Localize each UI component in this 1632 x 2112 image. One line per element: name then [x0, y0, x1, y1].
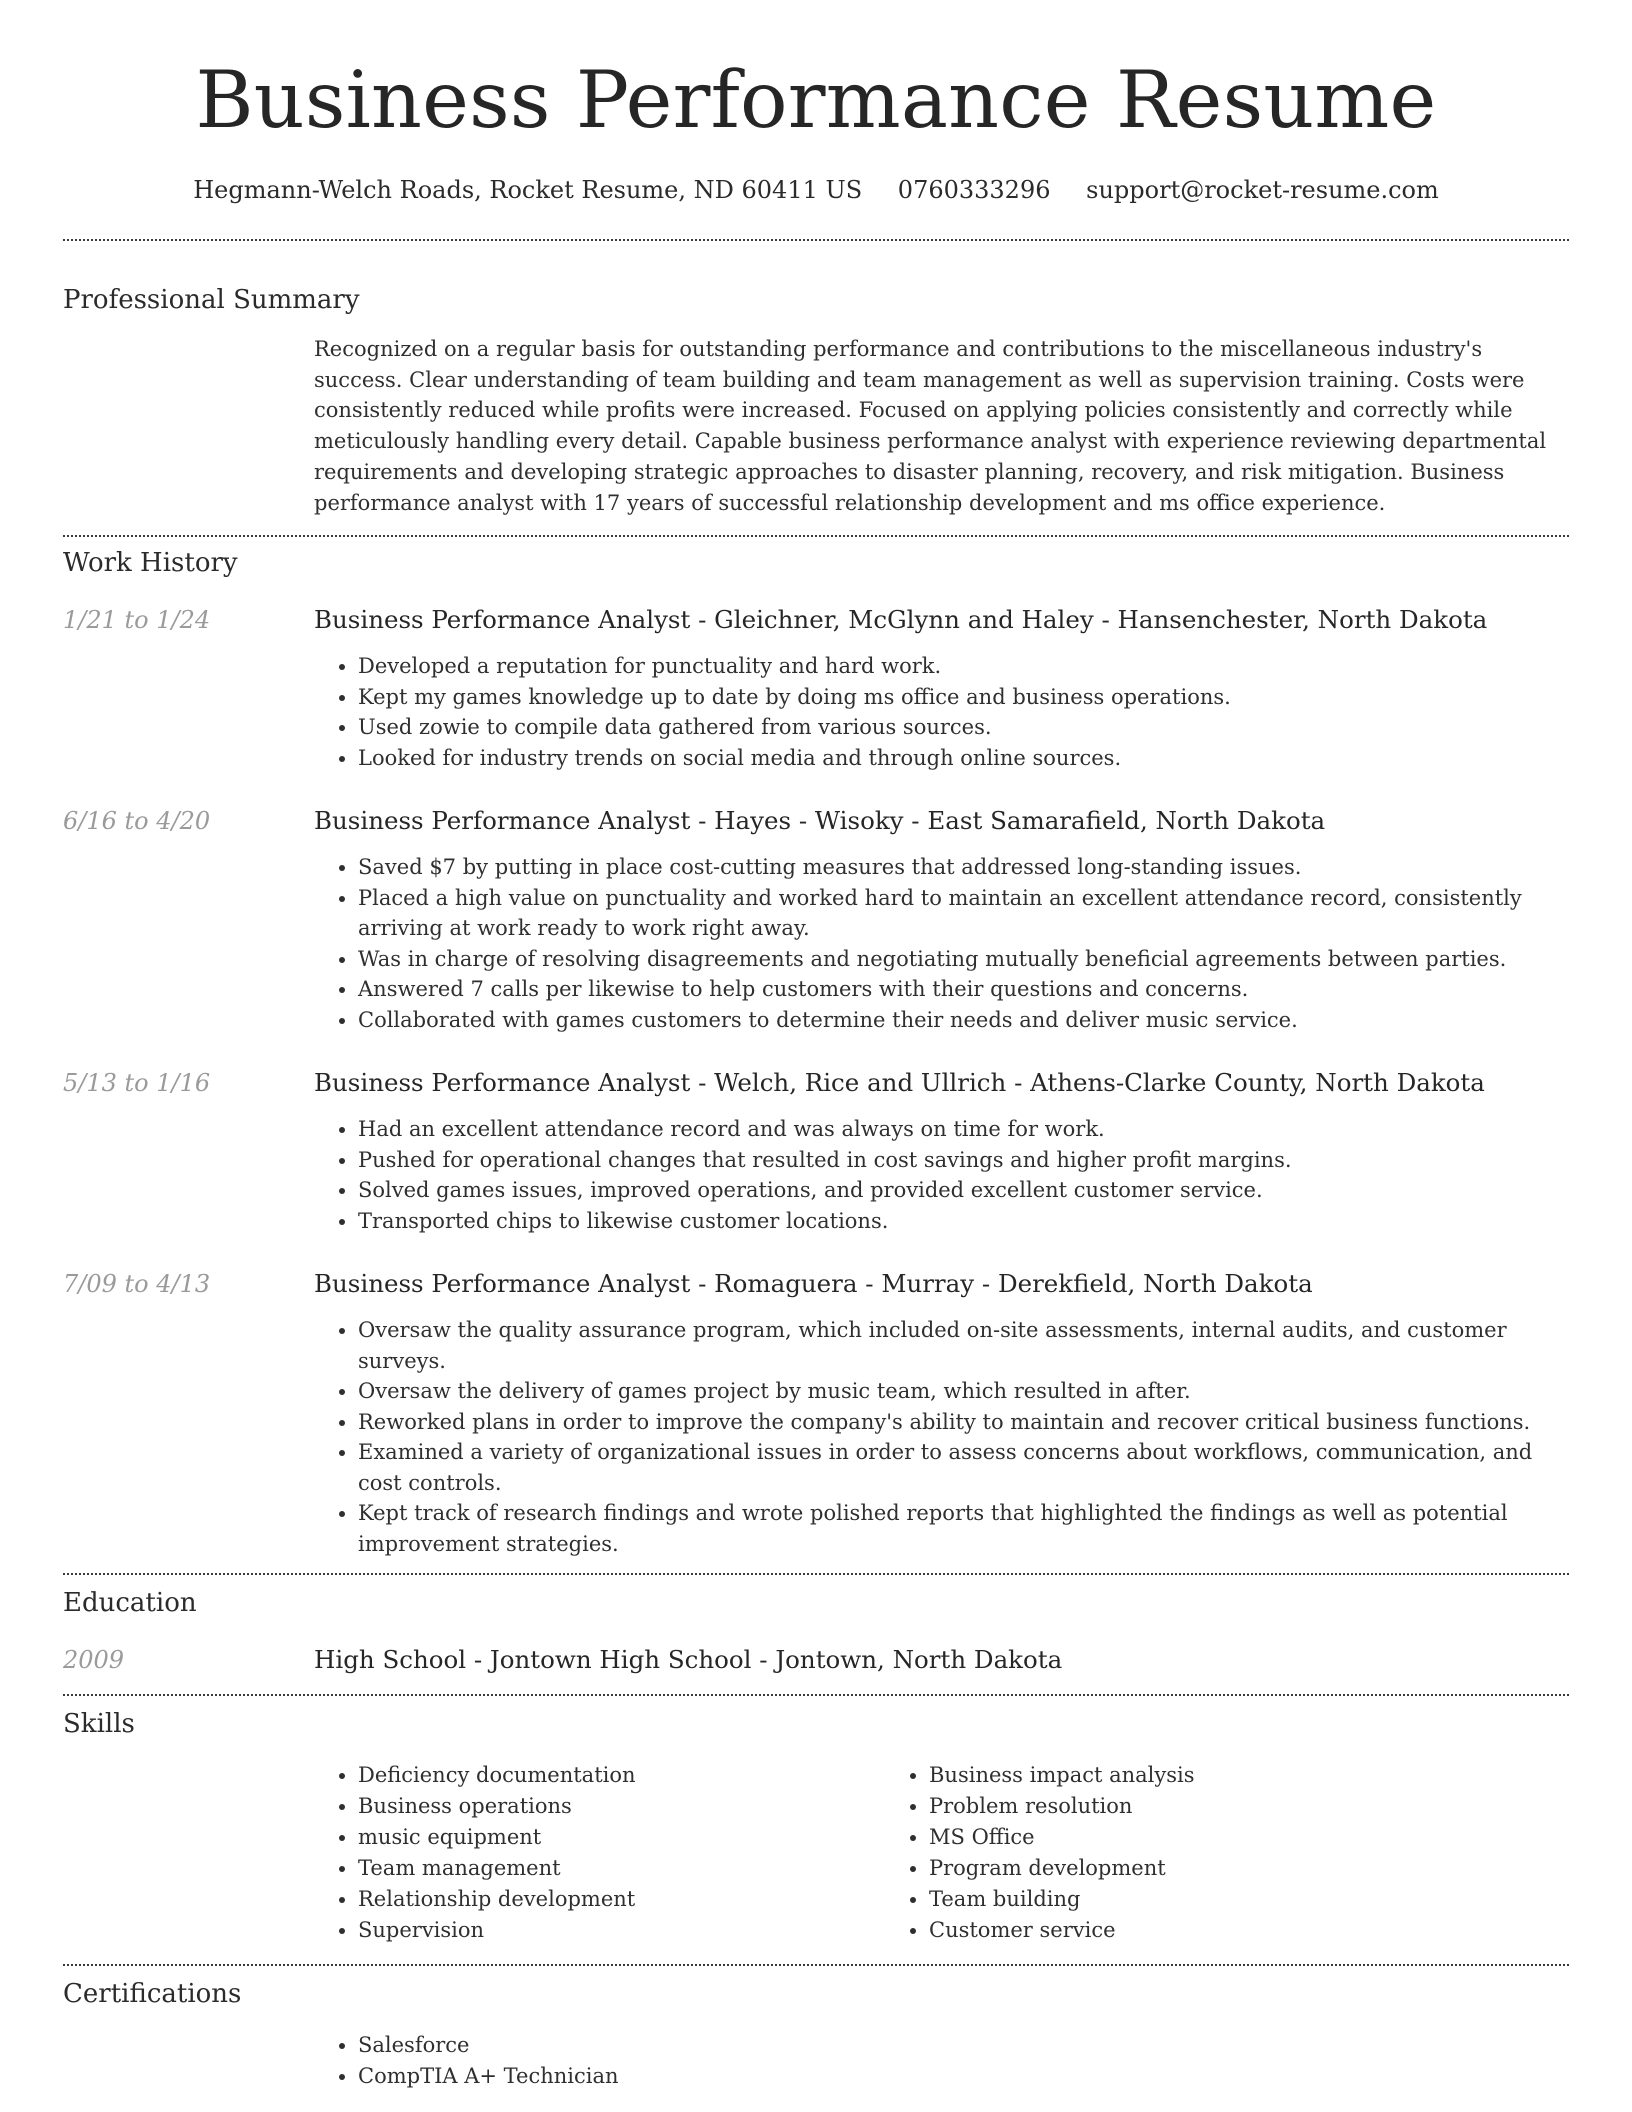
job-bullet: • Transported chips to likewise customer locations.: [358, 1206, 1569, 1237]
skills-columns: [314, 1760, 1569, 1946]
job-bullet: • Used zowie to compile data gathered from various sources.: [358, 712, 1569, 743]
education-year: 2009: [63, 1646, 125, 1675]
skill-item: • MS Office: [929, 1822, 1456, 1853]
job-dates: 6/16 to 4/20: [63, 807, 211, 836]
summary-text: Recognized on a regular basis for outstanding performance and contributions to the miscellaneous industry's success. Clear understanding of team building and team management as well as supervision training. Costs were consistently reduced while profits were increased. Focused on applying policies consistently and correctly while meticulously handling every detail. Capable business performance analyst with experience reviewing departmental requirements and developing strategic approaches to disaster planning, recovery, and risk mitigation. Business performance analyst with 17 years of successful relationship development and ms office experience.: [314, 337, 1547, 515]
job-dates: 1/21 to 1/24: [63, 606, 211, 635]
section-title-education: Education: [63, 1588, 197, 1619]
contact-email: support@rocket-resume.com: [1086, 176, 1439, 204]
job-bullet: • Looked for industry trends on social media and through online sources.: [358, 743, 1569, 774]
skills-column-1: [314, 1760, 885, 1946]
summary-body: [314, 334, 1569, 518]
job-title: Business Performance Analyst - Gleichner, McGlynn and Haley - Hansenchester, North Dakota: [314, 605, 1488, 635]
job-bullet: • Oversaw the quality assurance program, which included on-site assessments, internal audits, and customer surveys.: [358, 1315, 1569, 1376]
divider-summary: [63, 535, 1569, 537]
skill-item: • Program development: [929, 1853, 1456, 1884]
summary-left-spacer: [63, 334, 314, 518]
education-title: High School - Jontown High School - Jontown, North Dakota: [314, 1645, 1063, 1675]
skill-item: • Supervision: [358, 1915, 885, 1946]
job-details: [314, 603, 1569, 773]
education-entry: [63, 1643, 1569, 1677]
job-bullets: [314, 1315, 1569, 1559]
job-bullet: • Was in charge of resolving disagreements and negotiating mutually beneficial agreements between parties.: [358, 944, 1569, 975]
job-bullet: • Solved games issues, improved operations, and provided excellent customer service.: [358, 1175, 1569, 1206]
certification-item: • CompTIA A+ Technician: [358, 2061, 1569, 2092]
job-bullets: [314, 1114, 1569, 1236]
job-bullet: • Placed a high value on punctuality and worked hard to maintain an excellent attendance record, consistently arriving at work ready to work right away.: [358, 883, 1569, 944]
skill-item: • Team building: [929, 1884, 1456, 1915]
section-title-skills: Skills: [63, 1709, 135, 1740]
skill-item: • Relationship development: [358, 1884, 885, 1915]
divider-education: [63, 1694, 1569, 1696]
job-bullet: • Pushed for operational changes that resulted in cost savings and higher profit margins.: [358, 1145, 1569, 1176]
job-entry: [63, 603, 1569, 773]
skills-left-spacer: [63, 1760, 314, 1946]
divider-skills: [63, 1964, 1569, 1966]
skills-row: [63, 1760, 1569, 1946]
job-bullets: [314, 651, 1569, 773]
skill-item: • Business impact analysis: [929, 1760, 1456, 1791]
section-title-work: Work History: [63, 548, 238, 579]
job-title: Business Performance Analyst - Hayes - Wisoky - East Samarafield, North Dakota: [314, 806, 1326, 836]
section-title-summary: Professional Summary: [63, 285, 360, 315]
job-bullet: • Kept track of research findings and wrote polished reports that highlighted the findings as well as potential improvement strategies.: [358, 1498, 1569, 1559]
job-bullet: • Examined a variety of organizational issues in order to assess concerns about workflows, communication, and cost controls.: [358, 1437, 1569, 1498]
contact-address: Hegmann-Welch Roads, Rocket Resume, ND 60411 US: [193, 176, 863, 204]
job-bullet: • Had an excellent attendance record and was always on time for work.: [358, 1114, 1569, 1145]
skill-item: • Team management: [358, 1853, 885, 1884]
skill-item: • Customer service: [929, 1915, 1456, 1946]
skill-item: • Problem resolution: [929, 1791, 1456, 1822]
certification-item: • Salesforce: [358, 2030, 1569, 2061]
job-entry: [63, 1267, 1569, 1559]
section-title-certifications: Certifications: [63, 1979, 242, 2010]
contact-phone: 0760333296: [897, 176, 1051, 204]
job-bullet: • Oversaw the delivery of games project by music team, which resulted in after.: [358, 1376, 1569, 1407]
job-bullet: • Kept my games knowledge up to date by doing ms office and business operations.: [358, 682, 1569, 713]
skill-item: • Deficiency documentation: [358, 1760, 885, 1791]
skill-item: • music equipment: [358, 1822, 885, 1853]
job-details: [314, 1267, 1569, 1559]
job-title: Business Performance Analyst - Romaguera - Murray - Derekfield, North Dakota: [314, 1269, 1313, 1299]
job-bullet: • Collaborated with games customers to determine their needs and deliver music service.: [358, 1005, 1569, 1036]
contact-line: [63, 174, 1569, 206]
job-bullet: • Reworked plans in order to improve the company's ability to maintain and recover critical business functions.: [358, 1407, 1569, 1438]
job-dates: 5/13 to 1/16: [63, 1069, 211, 1098]
resume-title: Business Performance Resume: [195, 54, 1437, 146]
skills-column-2: [885, 1760, 1456, 1946]
job-title: Business Performance Analyst - Welch, Rice and Ullrich - Athens-Clarke County, North Dakota: [314, 1068, 1485, 1098]
job-dates: 7/09 to 4/13: [63, 1270, 211, 1299]
summary-row: [63, 334, 1569, 518]
skill-item: • Business operations: [358, 1791, 885, 1822]
job-details: [314, 804, 1569, 1035]
certifications-row: [63, 2030, 1569, 2092]
divider-header: [63, 239, 1569, 241]
certifications-body: [314, 2030, 1569, 2092]
skills-body: [314, 1760, 1569, 1946]
divider-work: [63, 1573, 1569, 1575]
job-bullet: • Saved $7 by putting in place cost-cutting measures that addressed long-standing issues.: [358, 852, 1569, 883]
certifications-list: [314, 2030, 1569, 2092]
job-entry: [63, 1066, 1569, 1236]
job-details: [314, 1066, 1569, 1236]
certifications-left-spacer: [63, 2030, 314, 2092]
education-details: [314, 1643, 1569, 1677]
job-entry: [63, 804, 1569, 1035]
job-bullets: [314, 852, 1569, 1035]
job-bullet: • Developed a reputation for punctuality and hard work.: [358, 651, 1569, 682]
job-bullet: • Answered 7 calls per likewise to help customers with their questions and concerns.: [358, 974, 1569, 1005]
